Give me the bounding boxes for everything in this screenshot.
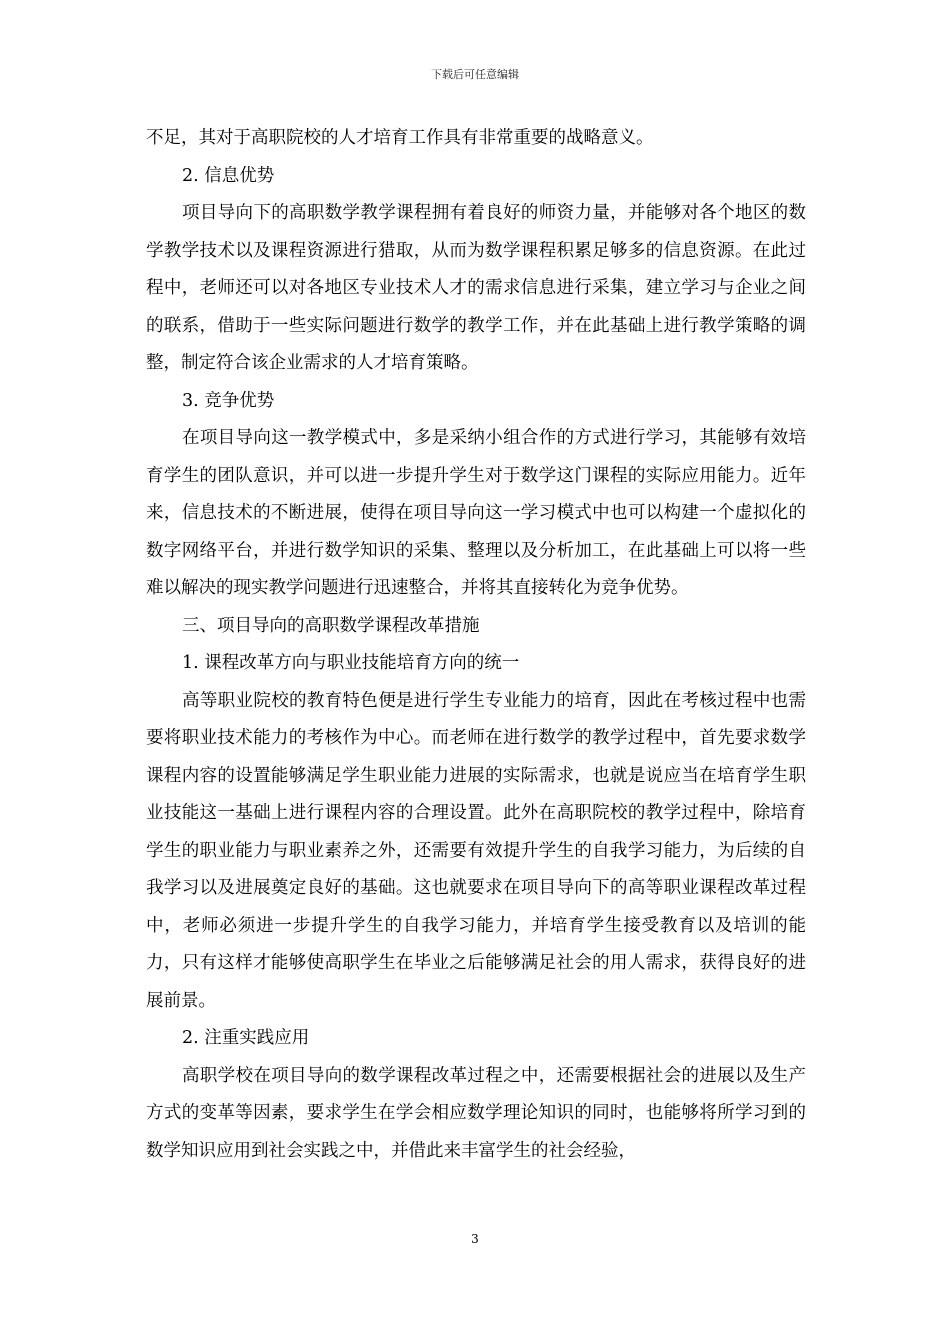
section-heading: 2. 注重实践应用	[182, 1028, 310, 1048]
paragraph: 项目导向下的高职数学教学课程拥有着良好的师资力量，并能够对各个地区的数学教学技术以及课程资源进行猎取，从而为数学课程积累足够多的信息资源。在此过程中，老师还可以对各地区专业技术人才的需求信息进行采集，建立学习与企业之间的联系，借助于一些实际问题进行数学的教学工作，并在此基础上进行教学策略的调整，制定符合该企业需求的人才培育策略。	[146, 203, 806, 373]
section-heading: 2. 信息优势	[182, 165, 275, 186]
section-heading: 1. 课程改革方向与职业技能培育方向的统一	[182, 653, 520, 673]
paragraph: 不足，其对于高职院校的人才培育工作具有非常重要的战略意义。	[146, 128, 654, 148]
paragraph: 在项目导向这一教学模式中，多是采纳小组合作的方式进行学习，其能够有效培育学生的团队意识，并可以进一步提升学生对于数学这门课程的实际应用能力。近年来，信息技术的不断进展，使得在项目导向这一学习模式中也可以构建一个虚拟化的数字网络平台，并进行数学知识的采集、整理以及分析加工，在此基础上可以将一些难以解决的现实教学问题进行迅速整合，并将其直接转化为竞争优势。	[146, 428, 806, 598]
page-header: 下载后可任意编辑	[431, 68, 519, 81]
paragraph: 高职学校在项目导向的数学课程改革过程之中，还需要根据社会的进展以及生产方式的变革等因素，要求学生在学会相应数学理论知识的同时，也能够将所学习到的数学知识应用到社会实践之中，并借此来丰富学生的社会经验，	[146, 1065, 806, 1161]
page-number: 3	[471, 1232, 479, 1246]
document-body	[146, 120, 806, 1170]
chapter-heading: 三、项目导向的高职数学课程改革措施	[182, 615, 480, 636]
paragraph: 高等职业院校的教育特色便是进行学生专业能力的培育，因此在考核过程中也需要将职业技术能力的考核作为中心。而老师在进行数学的教学过程中，首先要求数学课程内容的设置能够满足学生职业能力进展的实际需求，也就是说应当在培育学生职业技能这一基础上进行课程内容的合理设置。此外在高职院校的教学过程中，除培育学生的职业能力与职业素养之外，还需要有效提升学生的自我学习能力，为后续的自我学习以及进展奠定良好的基础。这也就要求在项目导向下的高等职业课程改革过程中，老师必须进一步提升学生的自我学习能力，并培育学生接受教育以及培训的能力，只有这样才能够使高职学生在毕业之后能够满足社会的用人需求，获得良好的进展前景。	[146, 690, 806, 1011]
section-heading: 3. 竞争优势	[182, 390, 275, 411]
